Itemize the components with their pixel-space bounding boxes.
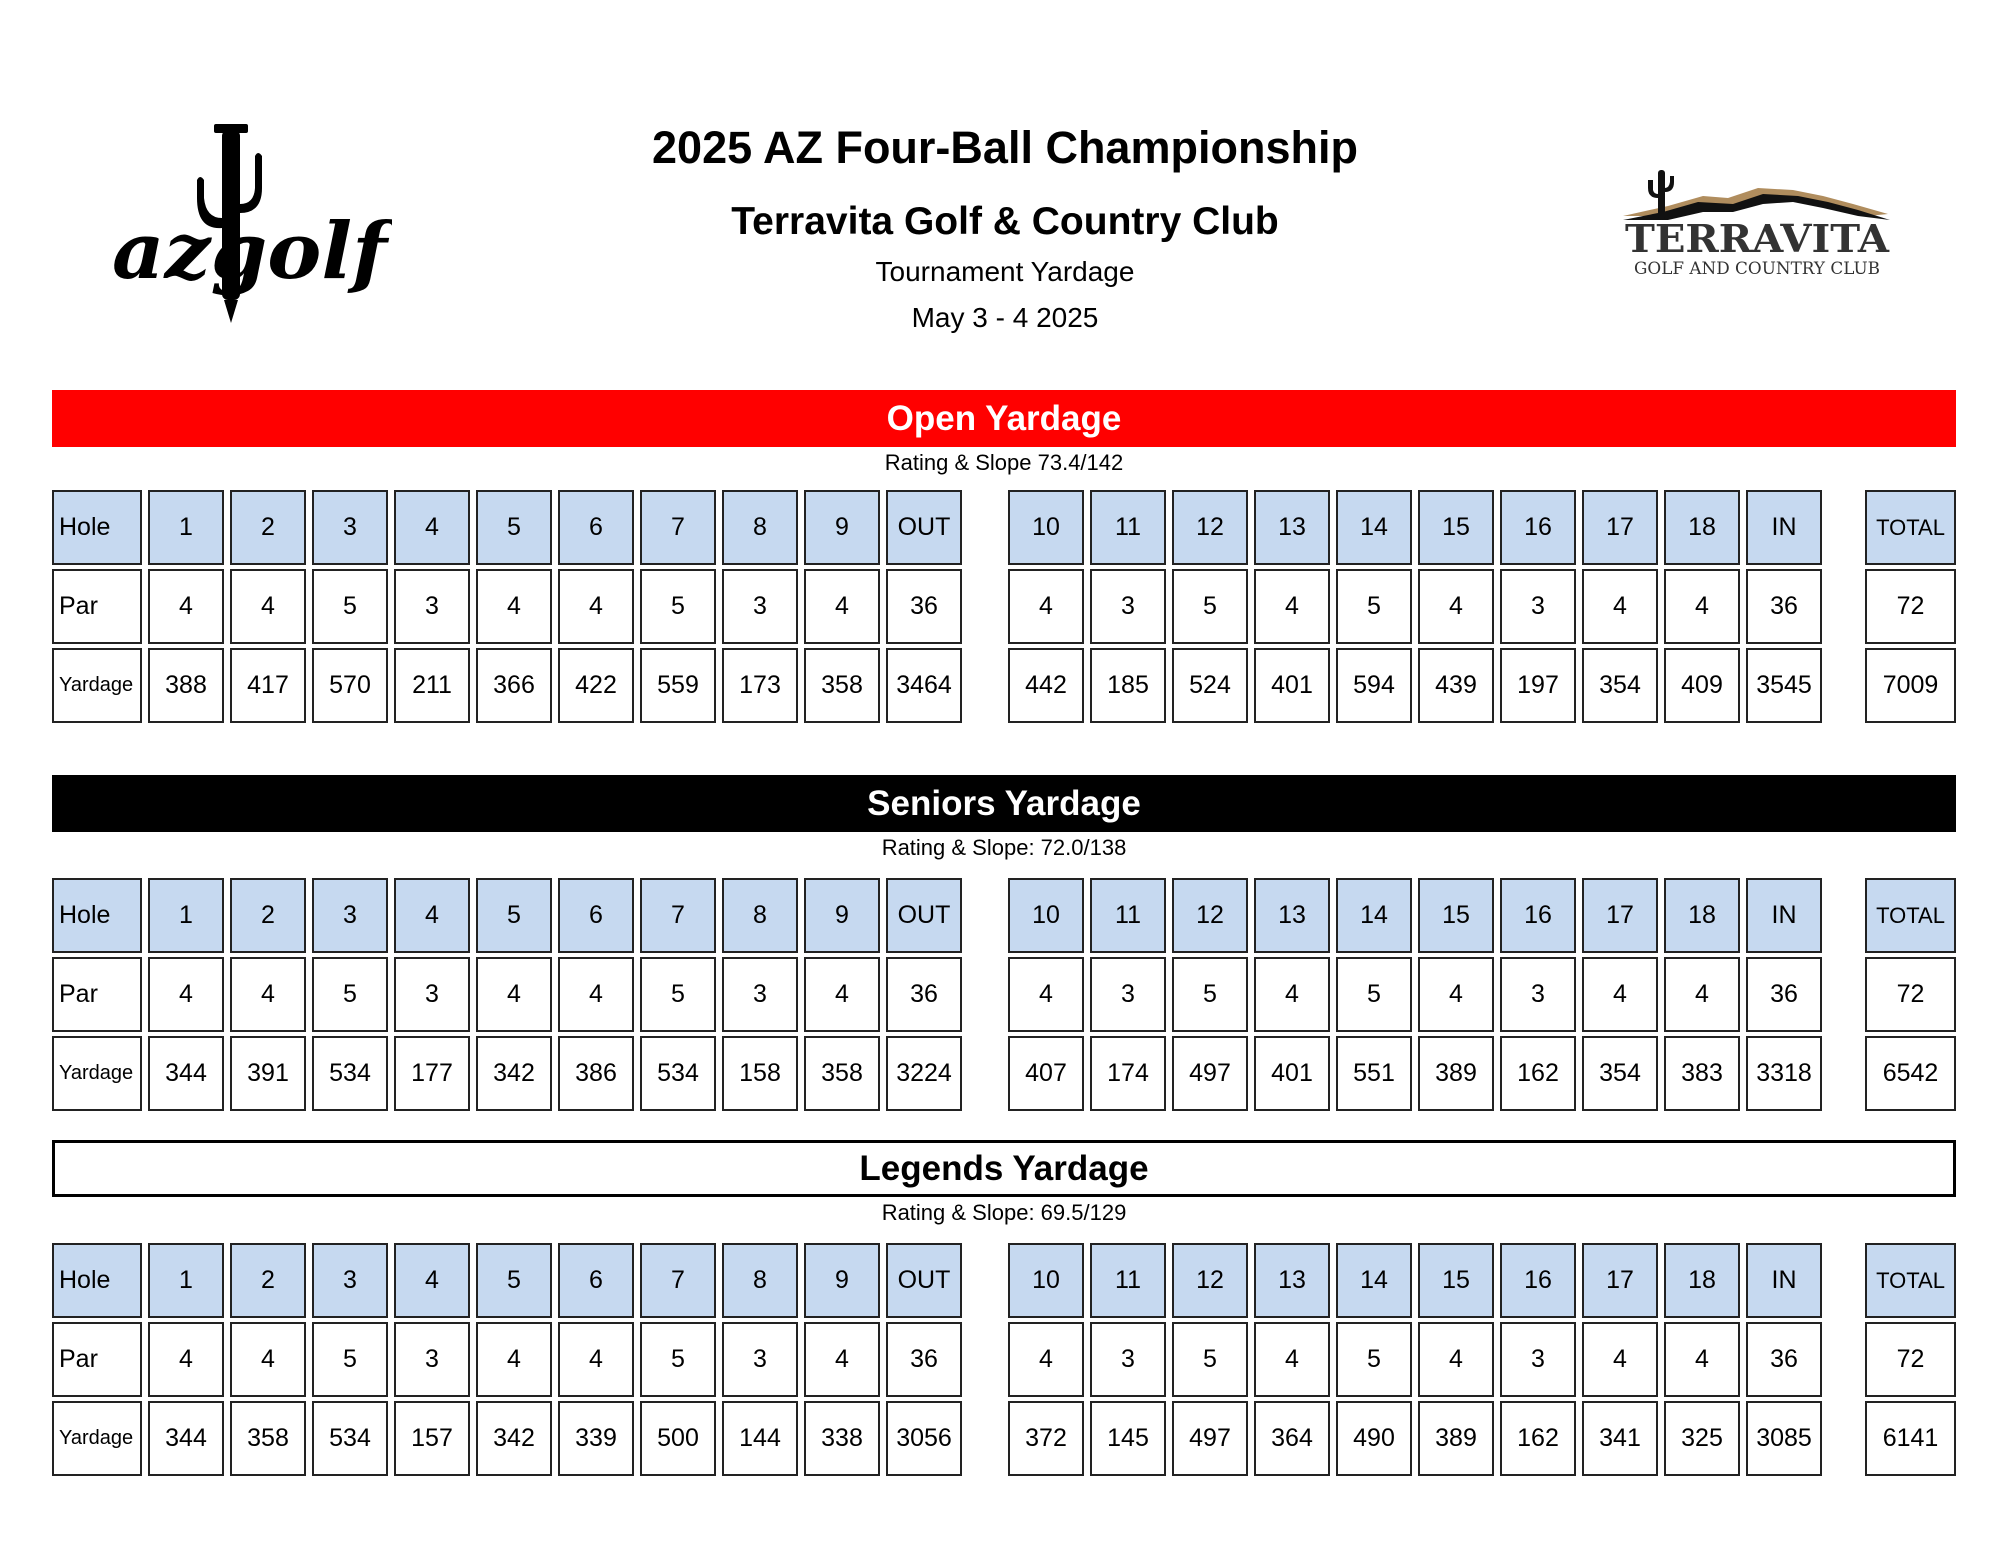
par-cell: 5 <box>1336 957 1412 1032</box>
par-cell: 36 <box>886 569 962 644</box>
par-row-label: Par <box>52 569 142 644</box>
par-cell: 3 <box>1500 569 1576 644</box>
par-cell: 4 <box>230 1322 306 1397</box>
yds-cell: 389 <box>1418 1036 1494 1111</box>
par-cell: 4 <box>558 957 634 1032</box>
par-cell: 4 <box>1664 569 1740 644</box>
par-cell: 5 <box>640 1322 716 1397</box>
par-cell: 4 <box>476 1322 552 1397</box>
hole-cell: IN <box>1746 1243 1822 1318</box>
par-cell: 4 <box>1254 569 1330 644</box>
hole-cell: 12 <box>1172 878 1248 953</box>
par-cell: 5 <box>312 1322 388 1397</box>
dates: May 3 - 4 2025 <box>911 302 1099 333</box>
hole-total-cell: TOTAL <box>1865 1243 1956 1318</box>
par-cell: 4 <box>230 569 306 644</box>
yds-cell: 534 <box>640 1036 716 1111</box>
hole-cell: 8 <box>722 878 798 953</box>
par-cell: 4 <box>1664 1322 1740 1397</box>
hole-cell: 18 <box>1664 878 1740 953</box>
hole-cell: 15 <box>1418 490 1494 565</box>
par-cell: 3 <box>722 1322 798 1397</box>
rating-slope: Rating & Slope: 72.0/138 <box>881 835 1127 860</box>
yds-cell: 177 <box>394 1036 470 1111</box>
yds-cell: 3085 <box>1746 1401 1822 1476</box>
hole-cell: 4 <box>394 878 470 953</box>
terravita-subtext: GOLF AND COUNTRY CLUB <box>1634 259 1880 279</box>
hole-cell: 14 <box>1336 878 1412 953</box>
yds-cell: 174 <box>1090 1036 1166 1111</box>
par-cell: 3 <box>722 569 798 644</box>
par-cell: 4 <box>1418 957 1494 1032</box>
section-banner: Legends Yardage <box>52 1140 1956 1197</box>
hole-total-cell: TOTAL <box>1865 490 1956 565</box>
page-title: 2025 AZ Four-Ball Championship <box>652 122 1358 173</box>
hole-cell: 8 <box>722 1243 798 1318</box>
yds-cell: 439 <box>1418 648 1494 723</box>
par-row-label: Par <box>52 1322 142 1397</box>
yds-cell: 158 <box>722 1036 798 1111</box>
par-cell: 5 <box>1172 957 1248 1032</box>
yds-cell: 197 <box>1500 648 1576 723</box>
hole-cell: 14 <box>1336 1243 1412 1318</box>
par-cell: 3 <box>1090 569 1166 644</box>
hole-cell: 18 <box>1664 490 1740 565</box>
azgolf-wordmark: azgolf <box>112 206 392 297</box>
yds-cell: 358 <box>230 1401 306 1476</box>
par-cell: 4 <box>558 1322 634 1397</box>
yds-cell: 3056 <box>886 1401 962 1476</box>
yds-cell: 497 <box>1172 1036 1248 1111</box>
hole-cell: 13 <box>1254 490 1330 565</box>
hole-cell: OUT <box>886 1243 962 1318</box>
yds-cell: 594 <box>1336 648 1412 723</box>
hole-cell: 6 <box>558 878 634 953</box>
yds-cell: 173 <box>722 648 798 723</box>
hole-cell: 7 <box>640 878 716 953</box>
hole-cell: 4 <box>394 490 470 565</box>
yds-cell: 401 <box>1254 648 1330 723</box>
yds-cell: 497 <box>1172 1401 1248 1476</box>
hole-cell: 17 <box>1582 490 1658 565</box>
par-cell: 4 <box>1582 957 1658 1032</box>
par-cell: 3 <box>1500 1322 1576 1397</box>
yds-row-label: Yardage <box>52 1401 142 1476</box>
hole-total-cell: TOTAL <box>1865 878 1956 953</box>
par-cell: 5 <box>640 957 716 1032</box>
rating-slope: Rating & Slope: 69.5/129 <box>881 1200 1127 1225</box>
hole-cell: 11 <box>1090 1243 1166 1318</box>
par-cell: 4 <box>1418 569 1494 644</box>
yds-cell: 442 <box>1008 648 1084 723</box>
hole-cell: 10 <box>1008 490 1084 565</box>
yds-cell: 364 <box>1254 1401 1330 1476</box>
yds-cell: 391 <box>230 1036 306 1111</box>
hole-cell: 17 <box>1582 878 1658 953</box>
par-cell: 4 <box>804 957 880 1032</box>
hole-cell: OUT <box>886 878 962 953</box>
yds-cell: 3318 <box>1746 1036 1822 1111</box>
yds-cell: 407 <box>1008 1036 1084 1111</box>
par-cell: 4 <box>1254 1322 1330 1397</box>
hole-cell: 12 <box>1172 1243 1248 1318</box>
rating-slope: Rating & Slope 73.4/142 <box>884 450 1124 475</box>
yds-cell: 388 <box>148 648 224 723</box>
yds-cell: 500 <box>640 1401 716 1476</box>
par-cell: 4 <box>804 1322 880 1397</box>
terravita-wordmark: TERRAVITA <box>1625 216 1890 261</box>
hole-cell: 12 <box>1172 490 1248 565</box>
yds-cell: 417 <box>230 648 306 723</box>
club-name: Terravita Golf & Country Club <box>731 200 1279 243</box>
par-cell: 3 <box>1090 1322 1166 1397</box>
par-cell: 3 <box>1500 957 1576 1032</box>
hole-row-label: Hole <box>52 1243 142 1318</box>
par-cell: 5 <box>312 957 388 1032</box>
yds-cell: 211 <box>394 648 470 723</box>
yds-cell: 3224 <box>886 1036 962 1111</box>
yds-cell: 551 <box>1336 1036 1412 1111</box>
yds-cell: 342 <box>476 1036 552 1111</box>
hole-cell: 3 <box>312 1243 388 1318</box>
hole-cell: OUT <box>886 490 962 565</box>
yds-cell: 534 <box>312 1401 388 1476</box>
hole-cell: 7 <box>640 1243 716 1318</box>
hole-cell: 4 <box>394 1243 470 1318</box>
par-cell: 4 <box>1008 1322 1084 1397</box>
yds-cell: 344 <box>148 1036 224 1111</box>
yds-cell: 490 <box>1336 1401 1412 1476</box>
par-row-label: Par <box>52 957 142 1032</box>
par-cell: 36 <box>1746 957 1822 1032</box>
par-cell: 3 <box>722 957 798 1032</box>
yds-cell: 389 <box>1418 1401 1494 1476</box>
hole-cell: 16 <box>1500 1243 1576 1318</box>
yds-cell: 386 <box>558 1036 634 1111</box>
section-banner: Seniors Yardage <box>52 775 1956 832</box>
par-cell: 4 <box>1582 569 1658 644</box>
yds-cell: 559 <box>640 648 716 723</box>
yds-cell: 354 <box>1582 648 1658 723</box>
par-cell: 5 <box>1172 1322 1248 1397</box>
yds-cell: 534 <box>312 1036 388 1111</box>
par-total-cell: 72 <box>1865 569 1956 644</box>
yds-cell: 366 <box>476 648 552 723</box>
par-cell: 4 <box>148 957 224 1032</box>
hole-cell: 3 <box>312 878 388 953</box>
yds-cell: 358 <box>804 1036 880 1111</box>
hole-cell: 6 <box>558 1243 634 1318</box>
par-cell: 4 <box>148 569 224 644</box>
yds-row-label: Yardage <box>52 1036 142 1111</box>
section-banner: Open Yardage <box>52 390 1956 447</box>
hole-cell: 15 <box>1418 1243 1494 1318</box>
par-cell: 3 <box>394 569 470 644</box>
yds-cell: 162 <box>1500 1036 1576 1111</box>
hole-cell: 10 <box>1008 1243 1084 1318</box>
hole-row-label: Hole <box>52 878 142 953</box>
yds-cell: 339 <box>558 1401 634 1476</box>
yds-total-cell: 6542 <box>1865 1036 1956 1111</box>
hole-cell: 2 <box>230 878 306 953</box>
hole-cell: 3 <box>312 490 388 565</box>
yds-cell: 344 <box>148 1401 224 1476</box>
hole-cell: IN <box>1746 878 1822 953</box>
hole-cell: 16 <box>1500 490 1576 565</box>
hole-cell: 15 <box>1418 878 1494 953</box>
hole-cell: 9 <box>804 490 880 565</box>
hole-cell: 5 <box>476 490 552 565</box>
hole-cell: 18 <box>1664 1243 1740 1318</box>
par-total-cell: 72 <box>1865 957 1956 1032</box>
yds-cell: 338 <box>804 1401 880 1476</box>
par-cell: 4 <box>148 1322 224 1397</box>
par-cell: 5 <box>1172 569 1248 644</box>
yds-total-cell: 6141 <box>1865 1401 1956 1476</box>
yds-row-label: Yardage <box>52 648 142 723</box>
yds-cell: 570 <box>312 648 388 723</box>
par-cell: 4 <box>1664 957 1740 1032</box>
par-cell: 4 <box>476 957 552 1032</box>
yds-cell: 372 <box>1008 1401 1084 1476</box>
yds-cell: 325 <box>1664 1401 1740 1476</box>
yds-cell: 401 <box>1254 1036 1330 1111</box>
par-cell: 3 <box>394 1322 470 1397</box>
yds-cell: 383 <box>1664 1036 1740 1111</box>
terravita-logo <box>1618 168 1896 286</box>
par-cell: 3 <box>394 957 470 1032</box>
par-cell: 5 <box>1336 569 1412 644</box>
hole-row-label: Hole <box>52 490 142 565</box>
par-cell: 4 <box>230 957 306 1032</box>
par-cell: 5 <box>1336 1322 1412 1397</box>
hole-cell: 13 <box>1254 1243 1330 1318</box>
hole-cell: 2 <box>230 490 306 565</box>
par-cell: 36 <box>886 1322 962 1397</box>
hole-cell: 9 <box>804 878 880 953</box>
par-cell: 4 <box>1254 957 1330 1032</box>
par-cell: 4 <box>1008 569 1084 644</box>
hole-cell: 14 <box>1336 490 1412 565</box>
yds-cell: 145 <box>1090 1401 1166 1476</box>
par-cell: 4 <box>1582 1322 1658 1397</box>
par-total-cell: 72 <box>1865 1322 1956 1397</box>
yds-cell: 144 <box>722 1401 798 1476</box>
hole-cell: 1 <box>148 1243 224 1318</box>
par-cell: 4 <box>1418 1322 1494 1397</box>
yds-cell: 157 <box>394 1401 470 1476</box>
hole-cell: 9 <box>804 1243 880 1318</box>
par-cell: 4 <box>476 569 552 644</box>
hole-cell: 13 <box>1254 878 1330 953</box>
hole-cell: 7 <box>640 490 716 565</box>
par-cell: 4 <box>1008 957 1084 1032</box>
hole-cell: 1 <box>148 490 224 565</box>
hole-cell: 6 <box>558 490 634 565</box>
hole-cell: 8 <box>722 490 798 565</box>
hole-cell: 2 <box>230 1243 306 1318</box>
par-cell: 4 <box>804 569 880 644</box>
hole-cell: 11 <box>1090 490 1166 565</box>
hole-cell: IN <box>1746 490 1822 565</box>
subtitle: Tournament Yardage <box>875 256 1135 287</box>
par-cell: 5 <box>312 569 388 644</box>
hole-cell: 5 <box>476 1243 552 1318</box>
yds-cell: 342 <box>476 1401 552 1476</box>
yds-cell: 422 <box>558 648 634 723</box>
yds-cell: 185 <box>1090 648 1166 723</box>
hole-cell: 16 <box>1500 878 1576 953</box>
hole-cell: 1 <box>148 878 224 953</box>
yds-cell: 3545 <box>1746 648 1822 723</box>
par-cell: 36 <box>886 957 962 1032</box>
yds-cell: 341 <box>1582 1401 1658 1476</box>
hole-cell: 17 <box>1582 1243 1658 1318</box>
azgolf-logo <box>112 118 392 328</box>
par-cell: 3 <box>1090 957 1166 1032</box>
par-cell: 4 <box>558 569 634 644</box>
hole-cell: 11 <box>1090 878 1166 953</box>
yds-total-cell: 7009 <box>1865 648 1956 723</box>
par-cell: 5 <box>640 569 716 644</box>
hole-cell: 10 <box>1008 878 1084 953</box>
yds-cell: 409 <box>1664 648 1740 723</box>
yds-cell: 354 <box>1582 1036 1658 1111</box>
yds-cell: 3464 <box>886 648 962 723</box>
yds-cell: 162 <box>1500 1401 1576 1476</box>
par-cell: 36 <box>1746 1322 1822 1397</box>
par-cell: 36 <box>1746 569 1822 644</box>
yds-cell: 358 <box>804 648 880 723</box>
hole-cell: 5 <box>476 878 552 953</box>
yds-cell: 524 <box>1172 648 1248 723</box>
